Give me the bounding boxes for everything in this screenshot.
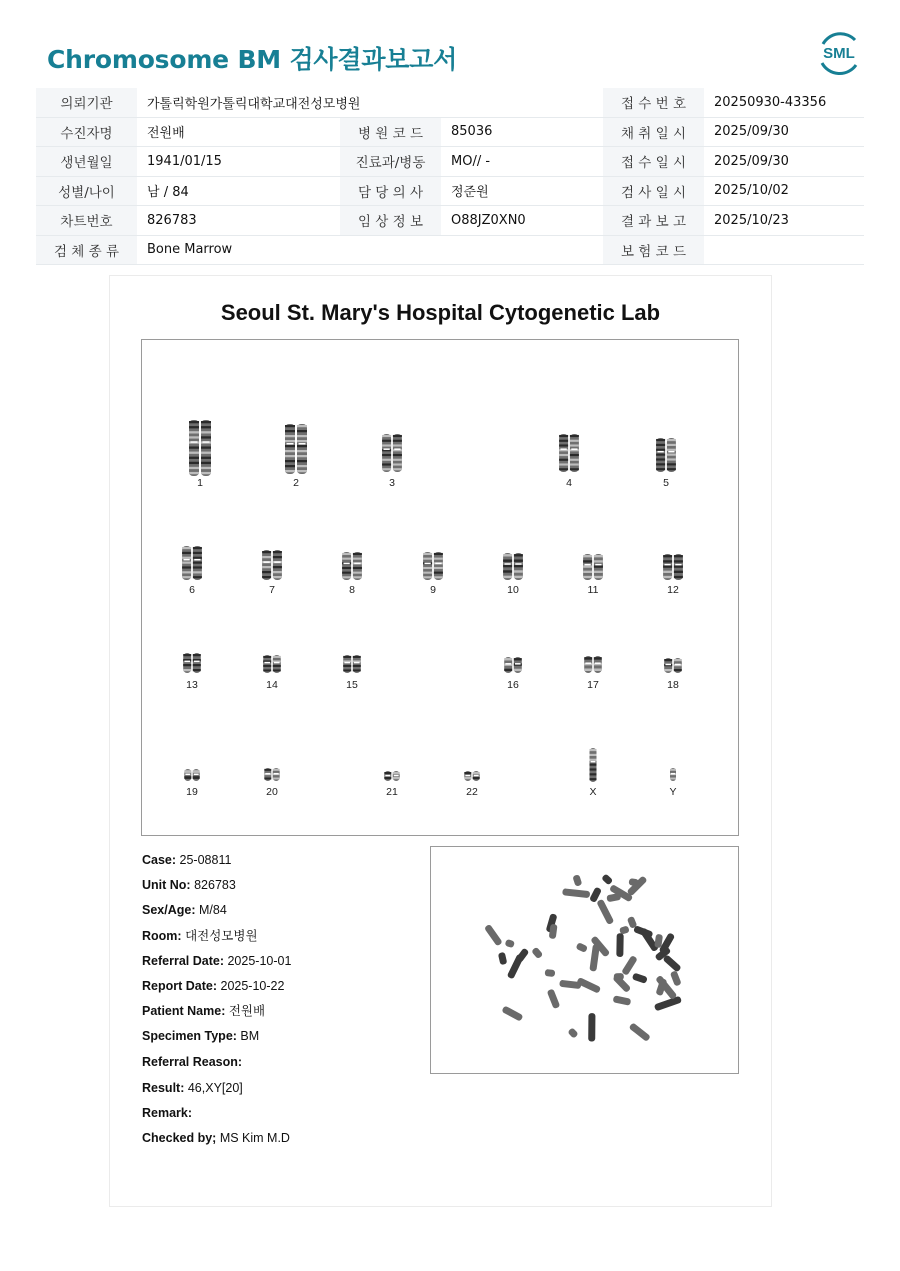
value-sex-age: 남 / 84 [137, 176, 340, 206]
chromosome-pair-17 [584, 656, 602, 673]
chromosome-pair-22 [464, 771, 479, 781]
value-collection-date: 2025/09/30 [704, 117, 864, 147]
value-insurance-code [704, 235, 864, 265]
table-row [36, 176, 864, 206]
table-row [36, 235, 864, 265]
label-test-date: 검 사 일 시 [603, 176, 704, 206]
unit-value: 826783 [194, 878, 236, 893]
chromosome-label-15: 15 [346, 679, 358, 691]
chromosome-label-6: 6 [189, 584, 195, 596]
chromosome-label-1: 1 [197, 477, 203, 489]
chromosome-pair-19 [184, 769, 199, 781]
karyotype-report [109, 275, 772, 1207]
case-info [142, 848, 291, 1075]
sexage-label: Sex/Age: [142, 903, 196, 918]
chromosome-pair-4 [559, 434, 579, 472]
chromosome-label-7: 7 [269, 584, 275, 596]
value-birth-date: 1941/01/15 [137, 147, 340, 177]
chromosome-label-3: 3 [389, 477, 395, 489]
chromosome-pair-13 [183, 653, 201, 673]
chromosome-pair-Y [670, 768, 676, 781]
label-result-report-date: 결 과 보 고 [603, 206, 704, 236]
label-attending-doctor: 담 당 의 사 [340, 176, 441, 206]
result-block [142, 1076, 290, 1152]
value-department-ward: MO// - [441, 147, 603, 177]
checked-label: Checked by; [142, 1131, 217, 1146]
report-date-row [142, 974, 291, 999]
chromosome-label-19: 19 [186, 786, 198, 798]
patient-name-label: Patient Name: [142, 1004, 226, 1019]
chromosome-label-9: 9 [430, 584, 436, 596]
label-sex-age: 성별/나이 [36, 176, 137, 206]
chromosome-pair-20 [264, 768, 279, 781]
metaphase-chromosomes [484, 873, 682, 1042]
table-row [36, 88, 864, 117]
chromosome-label-11: 11 [587, 584, 599, 596]
karyogram-figure [142, 340, 738, 835]
value-referring-institution: 가톨릭학원가톨릭대학교대전성모병원 [137, 88, 603, 117]
chromosome-label-8: 8 [349, 584, 355, 596]
sml-logo [814, 30, 864, 76]
table-row [36, 117, 864, 147]
table-row [36, 147, 864, 177]
chromosome-pair-X [590, 748, 597, 782]
label-accession-number: 접 수 번 호 [603, 88, 704, 117]
report-date-label: Report Date: [142, 979, 218, 994]
referral-date-value: 2025-10-01 [227, 953, 292, 968]
value-chart-number: 826783 [137, 206, 340, 236]
chromosome-pair-11 [583, 554, 603, 580]
unit-label: Unit No: [142, 878, 191, 893]
label-specimen-type: 검 체 종 류 [36, 235, 137, 265]
label-referring-institution: 의뢰기관 [36, 88, 137, 117]
label-receipt-date: 접 수 일 시 [603, 147, 704, 177]
room-label: Room: [142, 928, 182, 943]
metaphase-image [430, 846, 739, 1074]
report-title: Chromosome BM 검사결과보고서 [47, 45, 458, 74]
result-row [142, 1076, 290, 1101]
chromosome-pair-1 [189, 420, 211, 476]
chromosome-pair-2 [285, 424, 307, 474]
chromosome-pair-21 [384, 771, 399, 781]
chromosome-pair-15 [343, 655, 361, 673]
chromosome-pair-12 [663, 554, 683, 580]
case-row [142, 848, 291, 873]
chromosome-label-12: 12 [667, 584, 679, 596]
chromosome-label-22: 22 [466, 786, 478, 798]
chromosome-label-20: 20 [266, 786, 278, 798]
metaphase-spread [431, 847, 738, 1073]
chromosome-label-17: 17 [587, 679, 599, 691]
chromosome-label-21: 21 [386, 786, 398, 798]
value-receipt-date: 2025/09/30 [704, 147, 864, 177]
value-accession-number: 20250930-43356 [704, 88, 864, 117]
chromosome-label-14: 14 [266, 679, 278, 691]
chromosome-label-13: 13 [186, 679, 198, 691]
label-birth-date: 생년월일 [36, 147, 137, 177]
chromosome-pair-9 [423, 552, 443, 580]
label-patient-name: 수진자명 [36, 117, 137, 147]
chromosome-pair-7 [262, 550, 282, 580]
chromosome-pair-16 [504, 657, 522, 673]
chromosome-pair-3 [382, 434, 402, 472]
referral-reason-label: Referral Reason: [142, 1054, 243, 1069]
karyogram [141, 339, 739, 836]
label-hospital-code: 병 원 코 드 [340, 117, 441, 147]
checked-row [142, 1126, 290, 1151]
label-clinical-info: 임 상 정 보 [340, 206, 441, 236]
label-chart-number: 차트번호 [36, 206, 137, 236]
chromosome-label-10: 10 [507, 584, 519, 596]
chromosome-pair-10 [503, 553, 523, 580]
remark-row [142, 1101, 290, 1126]
specimen-row [142, 1024, 291, 1049]
specimen-label: Specimen Type: [142, 1029, 237, 1044]
value-hospital-code: 85036 [441, 117, 603, 147]
chromosome-label-2: 2 [293, 477, 299, 489]
result-label: Result: [142, 1081, 185, 1095]
value-attending-doctor: 정준원 [441, 176, 603, 206]
remark-label: Remark: [142, 1106, 193, 1121]
sexage-row [142, 898, 291, 923]
chromosome-pair-5 [656, 438, 676, 472]
table-row [36, 206, 864, 236]
case-value: 25-08811 [179, 853, 232, 867]
value-specimen-type: Bone Marrow [137, 235, 603, 265]
chromosome-pair-14 [263, 655, 281, 673]
chromosome-pair-18 [664, 658, 682, 673]
value-patient-name: 전원배 [137, 117, 340, 147]
patient-name-value: 전원배 [228, 1004, 266, 1019]
chromosome-pair-8 [342, 552, 362, 580]
room-row [142, 924, 291, 949]
chromosome-label-18: 18 [667, 679, 679, 691]
value-clinical-info: O88JZ0XN0 [441, 206, 603, 236]
label-insurance-code: 보 험 코 드 [603, 235, 704, 265]
checked-value: MS Kim M.D [219, 1131, 290, 1146]
referral-date-row [142, 949, 291, 974]
value-result-report-date: 2025/10/23 [704, 206, 864, 236]
chromosome-label-5: 5 [663, 477, 669, 489]
chromosome-label-4: 4 [566, 477, 572, 489]
label-department-ward: 진료과/병동 [340, 147, 441, 177]
referral-date-label: Referral Date: [142, 953, 224, 968]
chromosome-label-16: 16 [507, 679, 519, 691]
label-collection-date: 채 취 일 시 [603, 117, 704, 147]
chromosome-pair-6 [182, 546, 202, 580]
case-label: Case: [142, 853, 177, 867]
room-value: 대전성모병원 [185, 928, 258, 943]
unit-row [142, 873, 291, 898]
specimen-value: BM [240, 1029, 260, 1044]
value-test-date: 2025/10/02 [704, 176, 864, 206]
logo-text: SML [823, 45, 855, 62]
patient-name-row [142, 999, 291, 1024]
sexage-value: M/84 [198, 903, 227, 918]
chromosome-label-X: X [589, 786, 597, 798]
result-value: 46,XY[20] [187, 1081, 243, 1095]
referral-reason-row [142, 1050, 291, 1075]
patient-info-table [36, 88, 864, 265]
report-date-value: 2025-10-22 [220, 979, 285, 994]
lab-title: Seoul St. Mary's Hospital Cytogenetic Lab [220, 300, 661, 325]
chromosome-label-Y: Y [669, 786, 677, 798]
